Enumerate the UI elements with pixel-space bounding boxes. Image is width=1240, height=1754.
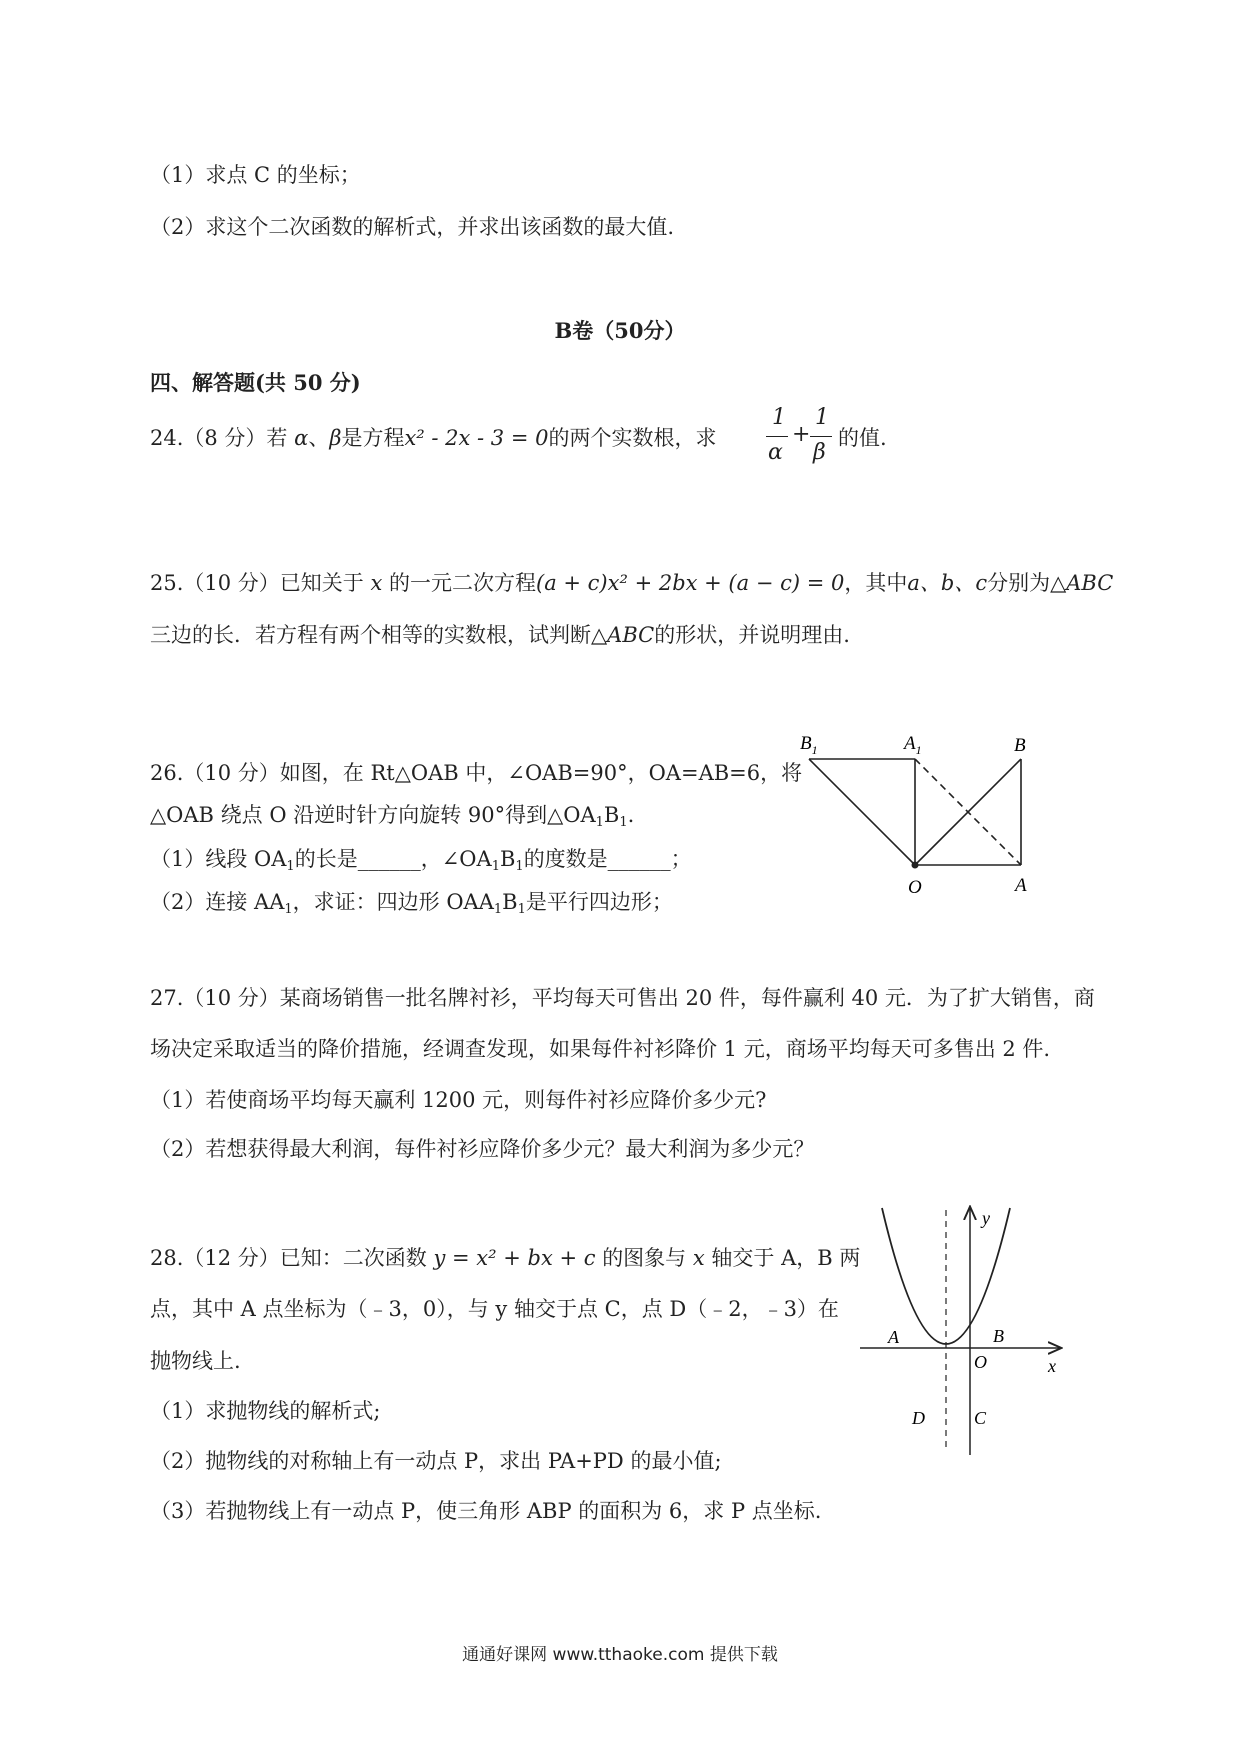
fig26-label-a: A	[1015, 875, 1027, 896]
fig26-label-o: O	[908, 877, 922, 898]
fig28-label-b: B	[993, 1326, 1004, 1346]
q25-triangle-2: ABC	[607, 623, 655, 647]
q26-l2-c: .	[627, 803, 635, 827]
q24-after: 的两个实数根，求	[548, 426, 717, 450]
q26-sub: 1	[515, 859, 524, 874]
fig28-label-x: x	[1048, 1356, 1056, 1376]
q24-beta: β	[329, 426, 342, 450]
q24-suffix: 的值.	[838, 426, 887, 450]
fig28-label-c: C	[974, 1408, 987, 1428]
question-27-part-2: （2）若想获得最大利润，每件衬衫应降价多少元？最大利润为多少元？	[150, 1137, 815, 1161]
question-26-part-2	[150, 887, 673, 925]
q28-func: y = x² + bx + c	[433, 1246, 596, 1270]
section-four-heading: 四、解答题(共 50 分)	[150, 370, 361, 395]
q25-equation: (a + c)x² + 2bx + (a − c) = 0	[536, 571, 845, 595]
q26-l2-b: B	[603, 803, 620, 827]
q25-text-e: 三边的长．若方程有两个相等的实数根，试判断△	[150, 623, 608, 647]
question-25-line-1	[150, 568, 1113, 598]
question-28-part-1: （1）求抛物线的解析式;	[150, 1399, 381, 1423]
question-27-line-2: 场决定采取适当的降价措施，经调查发现，如果每件衬衫降价 1 元，商场平均每天可多售出 2 件.	[150, 1037, 1051, 1061]
q25-abc: a、b、c	[907, 571, 988, 595]
q26-sub: 1	[493, 902, 503, 917]
q28-text-a: 28.（12 分）已知：二次函数	[150, 1246, 427, 1270]
fig28-label-y: y	[982, 1208, 990, 1228]
q26-sub: 1	[619, 815, 628, 830]
q26-sub: 1	[286, 859, 295, 874]
question-28-line-3: 抛物线上.	[150, 1349, 241, 1373]
q26-sub: 1	[595, 815, 604, 830]
q25-text-d: 分别为△	[987, 571, 1067, 595]
question-23-part-2: （2）求这个二次函数的解析式，并求出该函数的最大值.	[150, 215, 675, 239]
question-26-part-1	[150, 844, 692, 882]
question-26-line-1: 26.（10 分）如图，在 Rt△OAB 中，∠OAB=90°，OA=AB=6，将	[150, 761, 803, 785]
q24-frac1-den: α	[768, 440, 783, 465]
fig28-label-a: A	[888, 1327, 899, 1347]
fig26-label-b: B	[1014, 735, 1026, 756]
question-28-line-1	[150, 1243, 860, 1273]
section-b-title: B卷（50分）	[554, 318, 686, 343]
question-27-part-1: （1）若使商场平均每天赢利 1200 元，则每件衬衫应降价多少元?	[150, 1088, 767, 1112]
question-27-line-1: 27.（10 分）某商场销售一批名牌衬衫，平均每天可售出 20 件，每件赢利 40 元．为了扩大销售，商	[150, 986, 1095, 1010]
q24-frac2-den: β	[813, 440, 826, 465]
q24-prefix: 24.（8 分）若	[150, 426, 288, 450]
q24-plus: +	[792, 422, 811, 447]
q26-p2-a: （2）连接 AA	[150, 890, 285, 914]
q24-frac2-bar	[810, 436, 832, 437]
q26-figure	[800, 725, 1080, 905]
fig26-seg-b1o	[809, 759, 915, 865]
q25-text-c: ，其中	[844, 571, 908, 595]
q26-sub: 1	[284, 902, 293, 917]
q26-sub: 1	[491, 859, 500, 874]
fig26-label-b1: $B_1$	[800, 733, 818, 757]
q24-frac1-bar	[766, 436, 788, 437]
q25-text-f: 的形状，并说明理由.	[654, 623, 850, 647]
q25-text-a: 25.（10 分）已知关于	[150, 571, 364, 595]
q28-text-b: 的图象与	[602, 1246, 687, 1270]
q24-mid: 是方程	[341, 426, 405, 450]
q26-p2-d: 是平行四边形；	[525, 890, 673, 914]
q26-p1-d: 的度数是______；	[523, 847, 692, 871]
fig26-label-a1: $A_1$	[904, 733, 922, 757]
q26-p2-b: ，求证：四边形 OAA	[292, 890, 494, 914]
q25-var-x: x	[370, 571, 383, 595]
question-25-line-2	[150, 620, 850, 650]
question-28-part-2: （2）抛物线的对称轴上有一动点 P，求出 PA+PD 的最小值;	[150, 1449, 722, 1473]
question-28-line-2: 点，其中 A 点坐标为（﹣3，0），与 y 轴交于点 C，点 D（﹣2，﹣3）在	[150, 1297, 839, 1321]
q24-frac2-num: 1	[815, 405, 829, 430]
question-23-part-1: （1）求点 C 的坐标；	[150, 163, 361, 187]
q24-alpha: α	[294, 426, 309, 450]
q28-text-c: 轴交于 A，B 两	[711, 1246, 861, 1270]
q26-p1-b: 的长是______，∠OA	[294, 847, 492, 871]
q28-var-x: x	[692, 1246, 705, 1270]
fig28-label-d: D	[912, 1408, 925, 1428]
q24-sep: 、	[308, 426, 330, 450]
fig26-point-o	[912, 862, 919, 869]
fig28-label-o: O	[974, 1352, 987, 1372]
question-26-line-2	[150, 800, 634, 838]
q26-p1-a: （1）线段 OA	[150, 847, 287, 871]
q26-sub: 1	[517, 902, 526, 917]
question-28-part-3: （3）若抛物线上有一动点 P，使三角形 ABP 的面积为 6，求 P 点坐标.	[150, 1499, 822, 1523]
q26-p2-c: B	[502, 890, 518, 914]
q26-p1-c: B	[499, 847, 516, 871]
q25-text-b: 的一元二次方程	[389, 571, 537, 595]
question-24	[150, 423, 716, 453]
q25-triangle: ABC	[1066, 571, 1114, 595]
footer-text: 通通好课网 www.tthaoke.com 提供下载	[462, 1645, 778, 1665]
q24-equation: x² - 2x - 3 = 0	[404, 426, 549, 450]
q24-frac1-num: 1	[772, 405, 786, 430]
q28-figure	[850, 1200, 1070, 1460]
q26-l2-a: △OAB 绕点 O 沿逆时针方向旋转 90°得到△OA	[150, 803, 596, 827]
